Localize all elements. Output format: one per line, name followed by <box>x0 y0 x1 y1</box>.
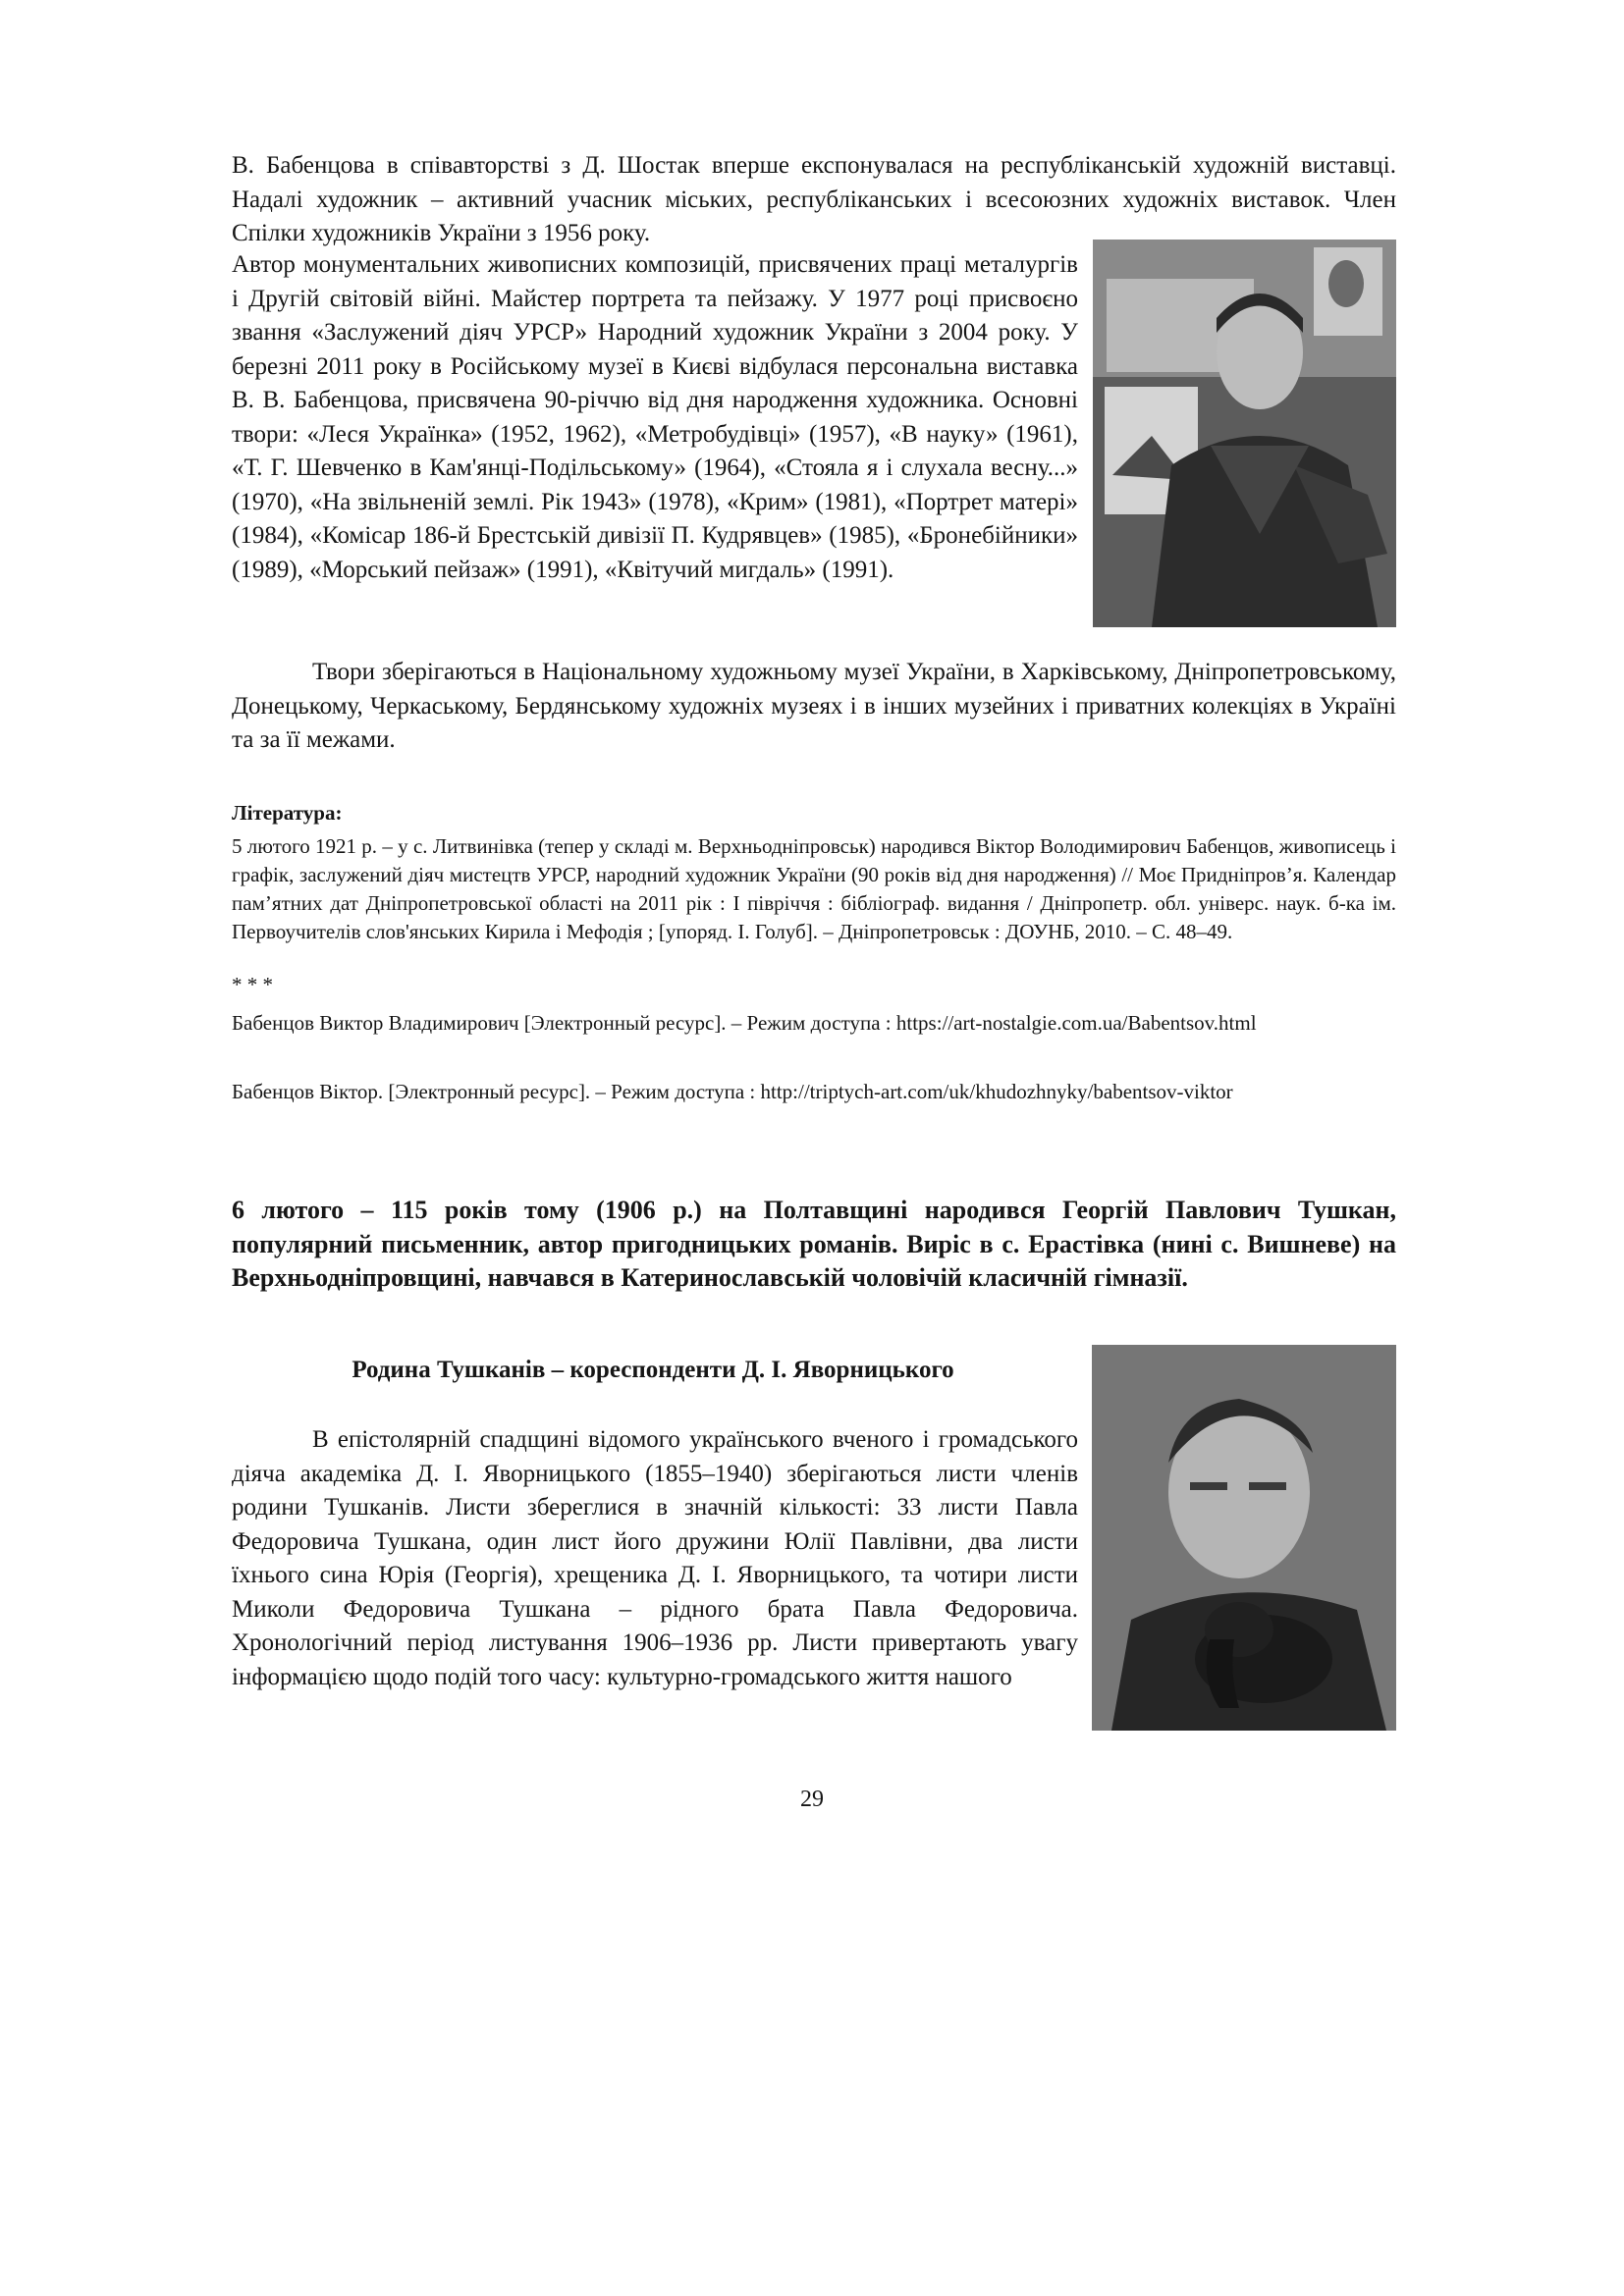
page-number: 29 <box>800 1787 824 1812</box>
article1-biography-paragraph: Автор монументальних живописних композицій, присвячених праці металургів і Другій світовій війні. Майстер портрета та пейзажу. У 1977 році присвоєно звання «Заслужений діяч УРСР» Народний художник України з 2004 року. У березні 2011 року в Російському музеї в Києві відбулася персональна виставка В. В. Бабенцова, присвячена 90-річчю від дня народження художника. Основні твори: «Леся Українка» (1952, 1962), «Метробудівці» (1957), «В науку» (1961), «Т. Г. Шевченко в Кам'янці-Подільському» (1964), «Стояла я і слухала весну...» (1970), «На звільненій землі. Рік 1943» (1978), «Крим» (1981), «Портрет матері» (1984), «Комісар 186-й Брестській дивізії П. Кудрявцев» (1985), «Бронебійники» (1989), «Морський пейзаж» (1991), «Квітучий мигдаль» (1991). <box>232 251 1078 583</box>
article1-intro-paragraph: В. Бабенцова в співавторстві з Д. Шостак вперше експонувалася на республіканській художній виставці. Надалі художник – активний учасник міських, республіканських і всесоюзних художніх виставок. Член Спілки художників України з 1956 року. <box>232 152 1396 246</box>
portrait-photo-icon <box>1093 240 1396 627</box>
literature-entry: Бабенцов Віктор. [Электронный ресурс]. – Режим доступа : http://triptych-art.com/uk/khudozhnyky/babentsov-viktor <box>232 1080 1233 1103</box>
literature-separator: * * * <box>232 973 273 996</box>
article1-works-paragraph: Твори зберігаються в Національному художньому музеї України, в Харківському, Дніпропетровському, Донецькому, Черкаському, Бердянському художніх музеях і в інших музейних і приватних колекціях в Україні та за її межами. <box>232 659 1396 753</box>
babentsov-portrait-photo <box>1093 240 1396 627</box>
tushkan-portrait-photo <box>1092 1345 1396 1731</box>
article2-paragraph: В епістолярній спадщині відомого українського вченого і громадського діяча академіка Д. І. Яворницького (1855–1940) зберігаються листи членів родини Тушканів. Листи збереглися в значній кількості: 33 листи Павла Федоровича Тушкана, один лист його дружини Юлії Павлівни, два листи їхнього сина Юрія (Георгія), хрещеника Д. І. Яворницького, та чотири листи Миколи Федоровича Тушкана – рідного брата Павла Федоровича. Хронологічний період листування 1906–1936 рр. Листи привертають увагу інформацією щодо подій того часу: культурно-громадського життя нашого <box>232 1426 1078 1690</box>
literature-entry: Бабенцов Виктор Владимирович [Электронный ресурс]. – Режим доступа : https://art-nostalgie.com.ua/Babentsov.html <box>232 1011 1257 1035</box>
portrait-photo-icon <box>1092 1345 1396 1731</box>
literature-heading: Література: <box>232 801 343 825</box>
section-title: Родина Тушканів – кореспонденти Д. І. Яворницького <box>352 1357 954 1383</box>
event-heading: 6 лютого – 115 років тому (1906 р.) на Полтавщині народився Георгій Павлович Тушкан, популярний письменник, автор пригодницьких романів. Виріс в с. Ерастівка (нині с. Вишневе) на Верхньодніпровщині, навчався в Катеринославській чоловічій класичній гімназії. <box>232 1196 1396 1292</box>
literature-entry: 5 лютого 1921 р. – у с. Литвинівка (тепер у складі м. Верхньодніпровськ) народився Віктор Володимирович Бабенцов, живописець і графік, заслужений діяч мистецтв УРСР, народний художник України (90 років від дня народження) // Моє Придніпров’я. Календар пам’ятних дат Дніпропетровської області на 2011 рік : І півріччя : бібліограф. видання / Дніпропетр. обл. універс. наук. б-ка ім. Первоучителів слов'янських Кирила і Мефодія ; [упоряд. І. Голуб]. – Дніпропетровськ : ДОУНБ, 2010. – С. 48–49. <box>232 834 1396 943</box>
